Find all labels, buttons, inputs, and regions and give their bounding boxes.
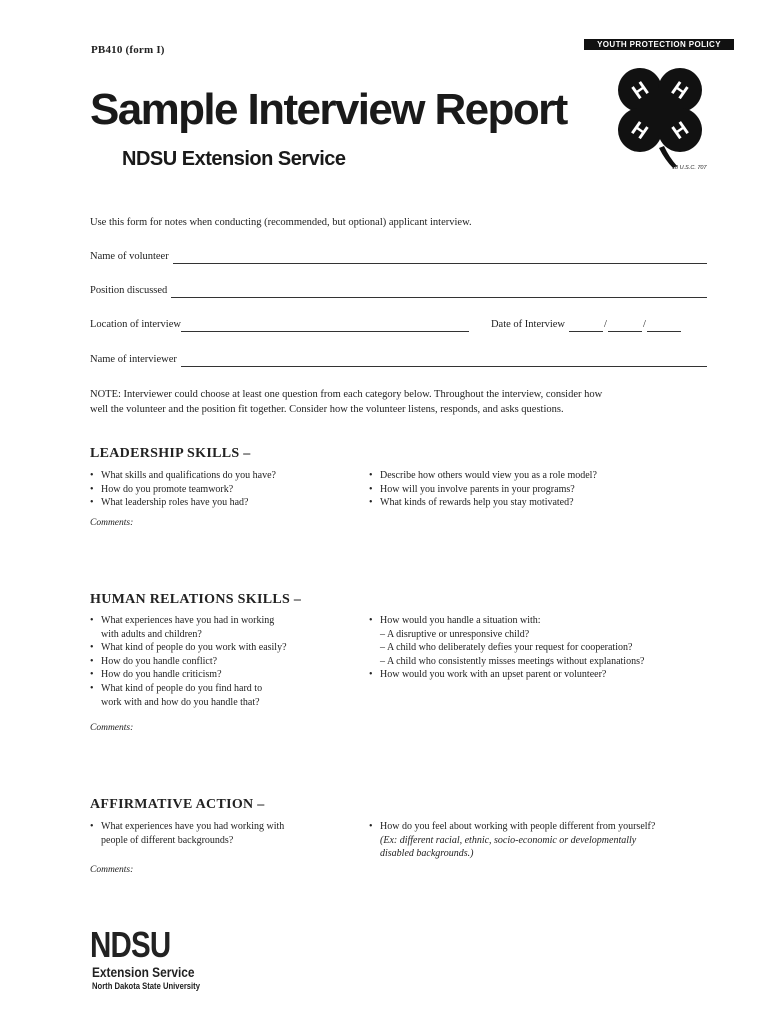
affirmative-action-heading: AFFIRMATIVE ACTION – [90,797,265,812]
position-label: Position discussed [90,285,168,296]
page-title: Sample Interview Report [90,85,567,134]
question-item: • What experiences have you had working with [90,820,345,834]
human-relations-questions-left [90,614,345,709]
note-line: well the volunteer and the position fit together. Consider how the volunteer listens, responds, and asks questions. [90,403,564,415]
question-item: • How do you handle conflict? [90,655,345,669]
policy-badge: YOUTH PROTECTION POLICY [584,39,734,50]
ndsu-logo-extension: Extension Service [92,964,195,980]
intro-text: Use this form for notes when conducting (recommended, but optional) applicant interview. [90,217,472,228]
ndsu-logo-university: North Dakota State University [92,981,200,991]
question-continuation: people of different backgrounds? [101,834,234,846]
page-subtitle: NDSU Extension Service [122,148,346,170]
question-item: • What kind of people do you find hard to [90,682,345,696]
question-item: • How do you feel about working with people different from yourself? [369,820,714,834]
date-day-line[interactable] [608,320,642,332]
four-h-clover-icon [607,62,713,170]
date-separator: / [642,319,646,330]
note-paragraph [90,388,710,417]
question-continuation: work with and how do you handle that? [101,696,260,708]
question-item: • How would you work with an upset parent or volunteer? [369,668,714,682]
date-month-line[interactable] [569,320,603,332]
date-label: Date of Interview [490,319,566,330]
human-relations-heading: HUMAN RELATIONS SKILLS – [90,592,302,607]
usc-note: 18 U.S.C. 707 [672,165,707,171]
interviewer-name-line[interactable] [181,355,707,367]
affirmative-action-questions-left [90,820,345,847]
sub-question-item: – A child who consistently misses meetings without explanations? [380,655,645,667]
note-line: NOTE: Interviewer could choose at least one question from each category below. Throughout the interview, consider how [90,389,603,400]
human-relations-comments-label: Comments: [90,723,134,733]
interviewer-name-field[interactable] [90,353,707,367]
svg-text:H: H [627,117,652,144]
question-item: • How do you promote teamwork? [90,483,345,497]
form-code: PB410 (form I) [91,44,165,56]
question-example: disabled backgrounds.) [380,848,474,860]
svg-text:H: H [668,117,693,144]
location-line[interactable] [181,320,469,332]
question-item: • How would you handle a situation with: [369,614,714,628]
question-example: (Ex: different racial, ethnic, socio-economic or developmentally [380,834,637,846]
affirmative-action-comments-label: Comments: [90,865,134,875]
location-label: Location of interview [90,319,181,330]
question-item: • Describe how others would view you as a role model? [369,469,714,483]
question-item: • What kind of people do you work with easily? [90,641,345,655]
human-relations-questions-right [369,614,714,682]
leadership-heading: LEADERSHIP SKILLS – [90,446,251,461]
sub-question-item: – A disruptive or unresponsive child? [380,628,530,640]
ndsu-logo: NDSU [90,924,171,965]
volunteer-name-field[interactable] [90,250,707,264]
interviewer-name-label: Name of interviewer [90,354,177,365]
question-item: • How will you involve parents in your programs? [369,483,714,497]
position-field[interactable] [90,284,707,298]
location-date-row [90,318,707,332]
date-year-line[interactable] [647,320,681,332]
volunteer-name-line[interactable] [173,252,707,264]
leadership-comments-label: Comments: [90,518,134,528]
question-item: • How do you handle criticism? [90,668,345,682]
volunteer-name-label: Name of volunteer [90,251,169,262]
svg-text:H: H [667,77,692,104]
position-line[interactable] [171,286,707,298]
question-item: • What experiences have you had in working [90,614,345,628]
sub-question-item: – A child who deliberately defies your request for cooperation? [380,642,633,654]
leadership-questions-right [369,469,714,510]
leadership-questions-left [90,469,345,510]
question-continuation: with adults and children? [101,628,202,640]
question-item: • What leadership roles have you had? [90,496,345,510]
question-item: • What skills and qualifications do you have? [90,469,345,483]
affirmative-action-questions-right [369,820,714,861]
svg-text:H: H [628,77,653,104]
question-item: • What kinds of rewards help you stay motivated? [369,496,714,510]
date-separator: / [604,319,607,330]
